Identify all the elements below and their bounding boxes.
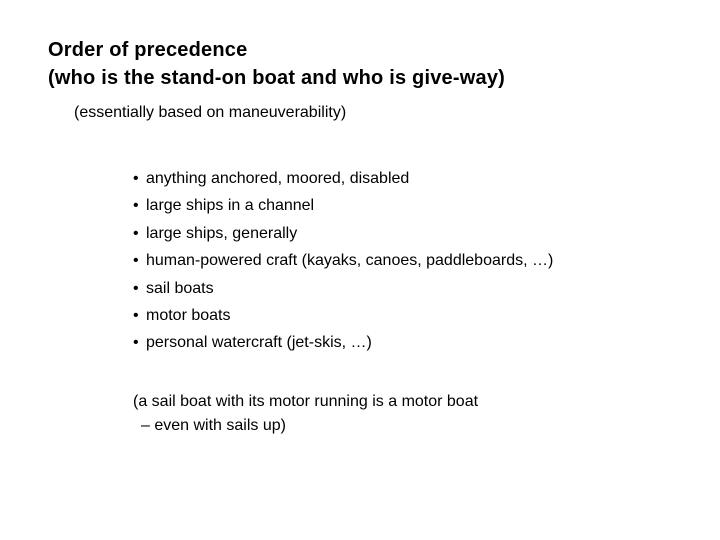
bullet-icon: •: [133, 334, 139, 352]
bullet-icon: •: [133, 197, 139, 215]
bullet-icon: •: [133, 279, 139, 297]
list-item: [133, 332, 553, 359]
bullet-icon: •: [133, 170, 139, 187]
list-item: [133, 195, 553, 222]
precedence-list: [133, 168, 553, 360]
list-item-text: motor boats: [146, 306, 231, 324]
list-item: [133, 250, 553, 277]
note-line-2: – even with sails up): [141, 417, 286, 434]
title-line-2: (who is the stand-on boat and who is give-way): [48, 67, 506, 89]
list-item: [133, 223, 553, 250]
subtitle: (essentially based on maneuverability): [74, 104, 347, 121]
note-line-1: (a sail boat with its motor running is a motor boat: [133, 393, 479, 410]
note: [133, 390, 478, 438]
list-item: [133, 305, 553, 332]
page-title: [48, 36, 505, 92]
list-item-text: anything anchored, moored, disabled: [146, 170, 410, 187]
bullet-icon: •: [133, 252, 139, 270]
list-item: [133, 278, 553, 305]
list-item: [133, 168, 553, 195]
bullet-icon: •: [133, 224, 139, 242]
title-line-1: Order of precedence: [48, 39, 248, 61]
bullet-icon: •: [133, 306, 139, 324]
list-item-text: personal watercraft (jet-skis, …): [146, 334, 372, 352]
list-item-text: human-powered craft (kayaks, canoes, paddleboards, …): [146, 252, 554, 270]
list-item-text: sail boats: [146, 279, 214, 297]
list-item-text: large ships in a channel: [146, 197, 315, 215]
list-item-text: large ships, generally: [146, 224, 298, 242]
